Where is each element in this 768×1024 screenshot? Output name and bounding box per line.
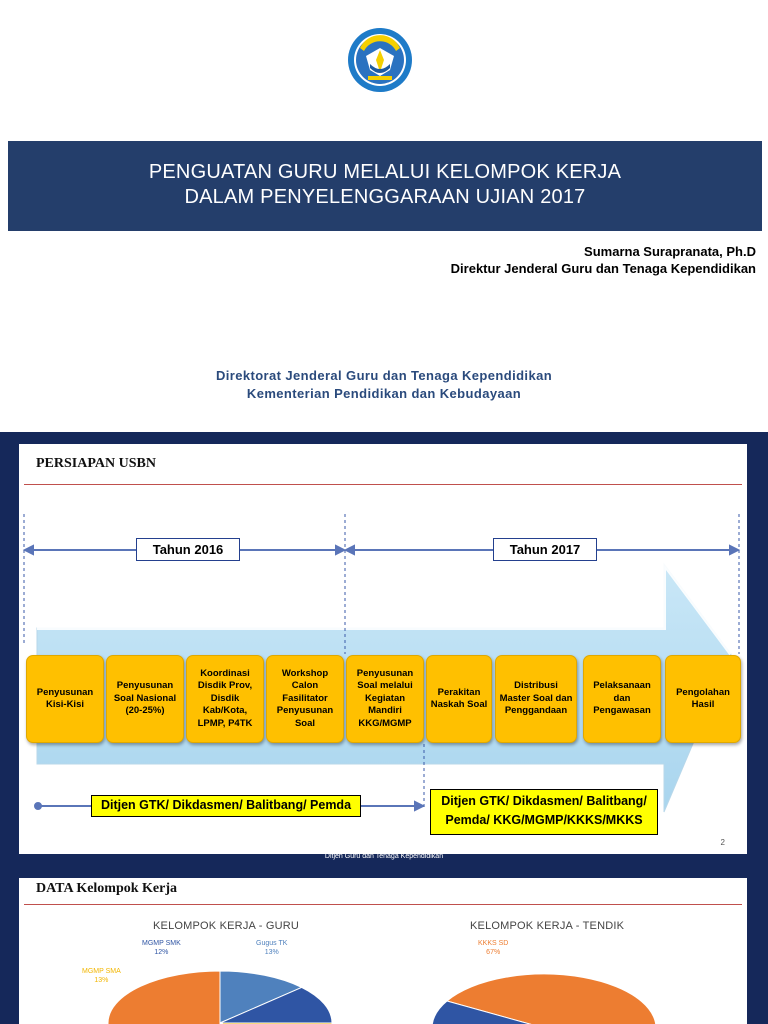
usbn-slide (0, 432, 768, 864)
usbn-title: PERSIAPAN USBN (36, 456, 156, 471)
kelompok-kerja-slide (0, 864, 768, 1024)
responsibility-label-2017-line-1: Ditjen GTK/ Dikdasmen/ Balitbang/ (441, 794, 647, 808)
cover-slide (0, 0, 768, 432)
pie-label-gugus-tk (256, 939, 287, 957)
usbn-card (19, 444, 747, 854)
page-number: 2 (720, 838, 725, 847)
year-2016-box: Tahun 2016 (136, 538, 240, 561)
kelompok-kerja-card (19, 878, 747, 1024)
cover-title-line-2: DALAM PENYELENGGARAAN UJIAN 2017 (184, 186, 586, 208)
step-pelaksanaan-pengawasan: Pelaksanaan dan Pengawasan (583, 655, 661, 743)
pie-label-kkks-sd-name: KKKS SD (478, 940, 509, 947)
chart-title-guru: KELOMPOK KERJA - GURU (153, 920, 300, 932)
pie-label-mgmp-sma-name: MGMP SMA (82, 968, 121, 975)
pie-slice-0-4 (108, 971, 220, 1024)
organization-line-1: Direktorat Jenderal Guru dan Tenaga Kependidikan (215, 368, 553, 383)
chart-title-tendik: KELOMPOK KERJA - TENDIK (470, 920, 625, 932)
responsibility-label-2017-line-2: Pemda/ KKG/MGMP/KKKS/MKKS (445, 813, 643, 827)
author-block (451, 243, 756, 277)
pie-label-mgmp-smk-name: MGMP SMK (142, 940, 181, 947)
kelompok-kerja-title: DATA Kelompok Kerja (36, 881, 178, 896)
author-name: Sumarna Surapranata, Ph.D (584, 244, 756, 259)
pie-label-gugus-tk-value: 13% (264, 949, 279, 956)
step-penyusunan-soal-nasional: Penyusunan Soal Nasional (20-25%) (106, 655, 184, 743)
pie-label-kkks-sd (478, 939, 508, 957)
pie-label-kkks-sd-value: 67% (486, 949, 501, 956)
step-koordinasi: Koordinasi Disdik Prov, Disdik Kab/Kota, LPMP, P4TK (186, 655, 264, 743)
pie-label-mgmp-smk-value: 12% (154, 949, 169, 956)
step-penyusunan-soal-mandiri: Penyusunan Soal melalui Kegiatan Mandiri KKG/MGMP (346, 655, 424, 743)
pie-label-gugus-tk-name: Gugus TK (256, 940, 288, 947)
cover-title-band (8, 141, 762, 231)
organization-line-2: Kementerian Pendidikan dan Kebudayaan (246, 386, 522, 401)
step-distribusi-master-soal: Distribusi Master Soal dan Penggandaan (495, 655, 577, 743)
slide-footer: Ditjen Guru dan Tenaga Kependidikan (324, 853, 444, 860)
responsibility-label-2017 (430, 789, 658, 835)
pie-label-mgmp-sma (82, 967, 121, 985)
step-penyusunan-kisi-kisi: Penyusunan Kisi-Kisi (26, 655, 104, 743)
pie-charts (19, 878, 747, 1024)
pie-label-mgmp-smk (142, 939, 181, 957)
step-perakitan-naskah: Perakitan Naskah Soal (426, 655, 492, 743)
author-role: Direktur Jenderal Guru dan Tenaga Kependidikan (450, 261, 756, 276)
cover-title-line-1: PENGUATAN GURU MELALUI KELOMPOK KERJA (148, 161, 622, 183)
pie-label-mgmp-sma-value: 13% (94, 977, 109, 984)
organization-block (0, 367, 768, 403)
tut-wuri-handayani-logo (346, 26, 414, 94)
step-workshop-fasilitator: Workshop Calon Fasilitator Penyusunan Soal (266, 655, 344, 743)
step-pengolahan-hasil: Pengolahan Hasil (665, 655, 741, 743)
responsibility-label-2016: Ditjen GTK/ Dikdasmen/ Balitbang/ Pemda (91, 795, 361, 817)
year-2017-box: Tahun 2017 (493, 538, 597, 561)
